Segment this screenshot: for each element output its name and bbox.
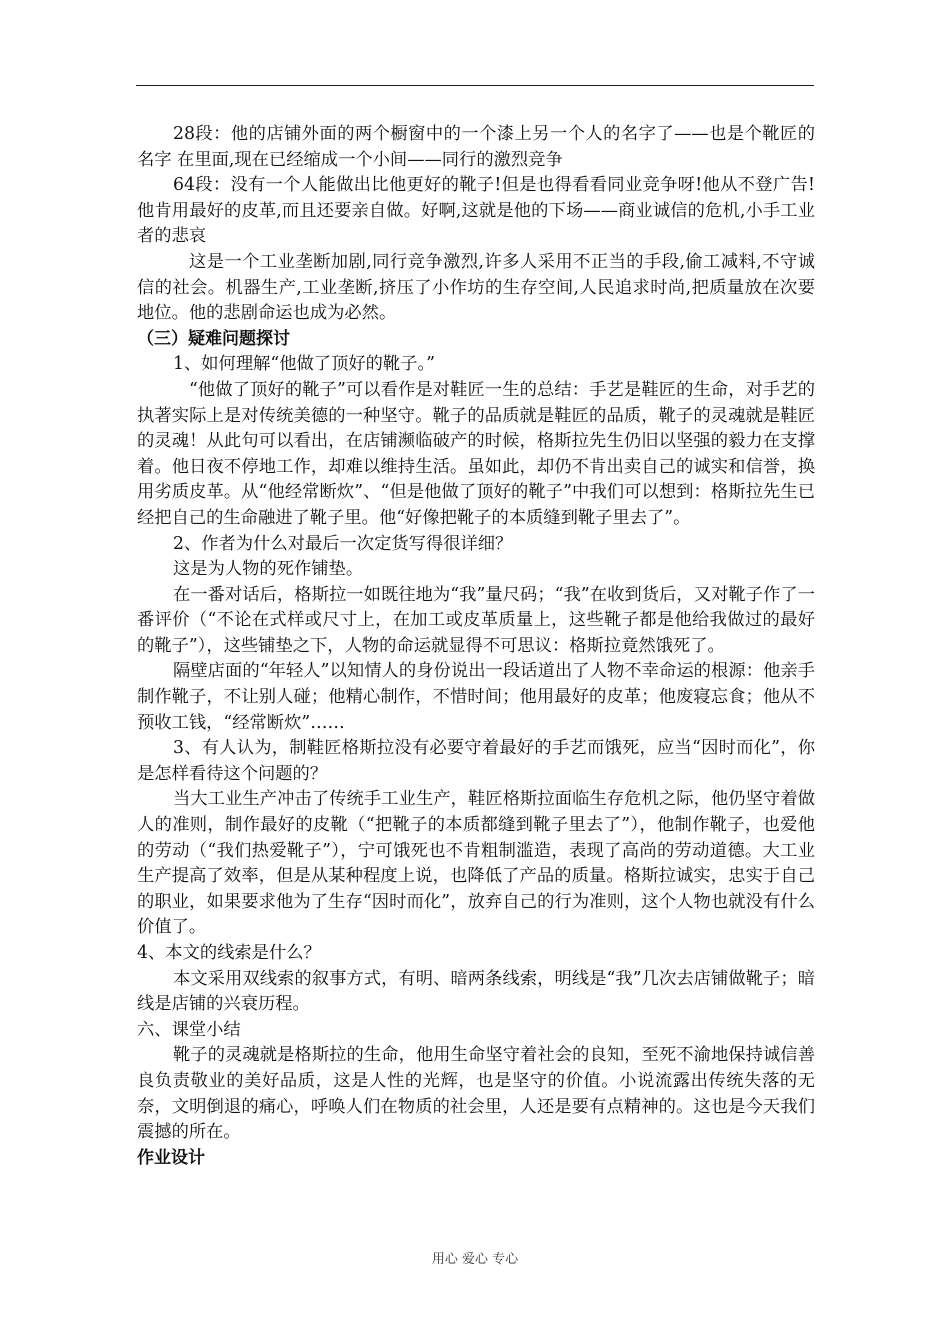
- paragraph: 这是一个工业垄断加剧,同行竞争激烈,许多人采用不正当的手段,偷工减料,不守诚信的社会。机器生产,工业垄断,挤压了小作坊的生存空间,人民追求时尚,把质量放在次要地位。他的悲剧命运也成为必然。: [137, 251, 815, 324]
- page-footer: 用心 爱心 专心: [431, 1252, 519, 1267]
- question: 4、本文的线索是什么？: [137, 943, 321, 963]
- paragraph: “他做了顶好的靴子”可以看作是对鞋匠一生的总结：手艺是鞋匠的生命，对手艺的执著实际上是对传统美德的一种坚守。靴子的品质就是鞋匠的品质，靴子的灵魂就是鞋匠的灵魂！从此句可以看出，在店铺濒临破产的时候，格斯拉先生仍旧以坚强的毅力在支撑着。他日夜不停地工作，却难以维持生活。虽如此，却仍不肯出卖自己的诚实和信誉，换用劣质皮革。从“他经常断炊”、“但是他做了顶好的靴子”中我们可以想到：格斯拉先生已经把自己的生命融进了靴子里。他“好像把靴子的本质缝到靴子里去了”。: [137, 379, 815, 528]
- paragraph: 靴子的灵魂就是格斯拉的生命，他用生命坚守着社会的良知，至死不渝地保持诚信善良负责敬业的美好品质，这是人性的光辉，也是坚守的价值。小说流露出传统失落的无奈，文明倒退的痛心，呼唤人们在物质的社会里，人还是要有点精神的。这也是今天我们震撼的所在。: [137, 1045, 815, 1143]
- paragraph: 在一番对话后，格斯拉一如既往地为“我”量尺码；“我”在收到货后，又对靴子作了一番评价（“不论在式样或尺寸上，在加工或皮革质量上，这些靴子都是他给我做过的最好的靴子”），这些铺垫之下，人物的命运就显得不可思议：格斯拉竟然饿死了。: [137, 584, 815, 656]
- paragraph: 当大工业生产冲击了传统手工业生产，鞋匠格斯拉面临生存危机之际，他仍坚守着做人的准则，制作最好的皮靴（“把靴子的本质都缝到靴子里去了”），他制作靴子，也爱他的劳动（“我们热爱靴子”），宁可饿死也不肯粗制滥造，表现了高尚的劳动道德。大工业生产提高了效率，但是从某种程度上说，也降低了产品的质量。格斯拉诚实，忠实于自己的职业，如果要求他为了生存“因时而化”，放弃自己的行为准则，这个人物也就没有什么价值了。: [137, 789, 815, 938]
- paragraph: 28段：他的店铺外面的两个橱窗中的一个漆上另一个人的名字了——也是个靴匠的名字 在里面,现在已经缩成一个小间——同行的激烈竞争: [137, 124, 815, 170]
- paragraph: 隔壁店面的“年轻人”以知情人的身份说出一段话道出了人物不幸命运的根源：他亲手制作靴子，不让别人碰；他精心制作，不惜时间；他用最好的皮革；他废寝忘食；他从不预收工钱，“经常断炊”……: [137, 661, 815, 733]
- document-body: [137, 122, 815, 1171]
- question: 3、有人认为，制鞋匠格斯拉没有必要守着最好的手艺而饿死，应当“因时而化”，你是怎样看待这个问题的？: [137, 738, 815, 784]
- paragraph: 64段：没有一个人能做出比他更好的靴子!但是也得看看同业竞争呀!他从不登广告!他肯用最好的皮革,而且还要亲自做。好啊,这就是他的下场——商业诚信的危机,小手工业者的悲哀: [137, 175, 815, 247]
- section-heading: （三）疑难问题探讨: [137, 328, 290, 349]
- question: 1、如何理解“他做了顶好的靴子。”: [173, 354, 435, 375]
- section-heading: 六、课堂小结: [137, 1019, 241, 1040]
- question: 2、作者为什么对最后一次定货写得很详细？: [173, 533, 513, 554]
- section-heading: 作业设计: [137, 1147, 205, 1168]
- paragraph: 这是为人物的死作铺垫。: [173, 559, 364, 580]
- header-rule: [136, 85, 814, 86]
- paragraph: 本文采用双线索的叙事方式，有明、暗两条线索，明线是“我”几次去店铺做靴子；暗线是店铺的兴衰历程。: [137, 968, 815, 1015]
